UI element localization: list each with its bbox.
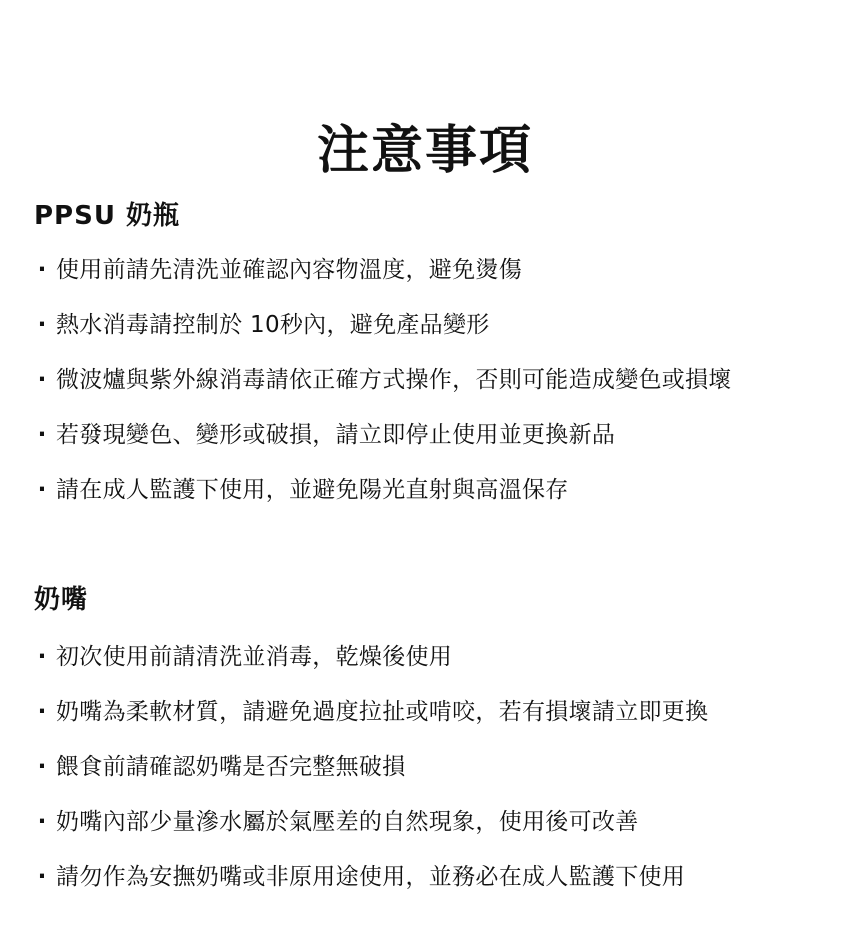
section-nipple <box>34 580 844 917</box>
bullet-icon: · <box>37 312 47 338</box>
bullet-icon: · <box>37 367 47 393</box>
bullet-icon: · <box>37 754 47 780</box>
list-item-text: 餵食前請確認奶嘴是否完整無破損 <box>56 754 406 780</box>
bullet-icon: · <box>37 477 47 503</box>
list-item-text: 微波爐與紫外線消毒請依正確方式操作，否則可能造成變色或損壞 <box>56 367 732 393</box>
bullet-icon: · <box>37 699 47 725</box>
bullet-icon: · <box>37 644 47 670</box>
list-item <box>34 862 844 917</box>
section-heading: 奶嘴 <box>34 585 89 615</box>
bullet-icon: · <box>37 864 47 890</box>
list-item-text: 請在成人監護下使用，並避免陽光直射與高溫保存 <box>56 477 569 503</box>
list-item <box>34 752 844 807</box>
notice-list <box>34 255 844 530</box>
list-item <box>34 475 844 530</box>
notice-list <box>34 642 844 917</box>
list-item-text: 初次使用前請清洗並消毒，乾燥後使用 <box>56 644 453 670</box>
list-item <box>34 807 844 862</box>
list-item <box>34 642 844 697</box>
list-item <box>34 420 844 475</box>
list-item-text: 熱水消毒請控制於 10秒內，避免產品變形 <box>56 312 490 338</box>
bullet-icon: · <box>37 422 47 448</box>
list-item-text: 請勿作為安撫奶嘴或非原用途使用，並務必在成人監護下使用 <box>56 864 686 890</box>
list-item <box>34 255 844 310</box>
list-item-text: 若發現變色、變形或破損，請立即停止使用並更換新品 <box>56 422 616 448</box>
bullet-icon: · <box>37 257 47 283</box>
list-item <box>34 310 844 365</box>
list-item-text: 使用前請先清洗並確認內容物溫度，避免燙傷 <box>56 257 522 283</box>
list-item-text: 奶嘴內部少量滲水屬於氣壓差的自然現象，使用後可改善 <box>56 809 639 835</box>
section-ppsu-bottle <box>34 196 844 530</box>
list-item-text: 奶嘴為柔軟材質，請避免過度拉扯或啃咬，若有損壞請立即更換 <box>56 699 709 725</box>
list-item <box>34 697 844 752</box>
section-heading: PPSU 奶瓶 <box>34 201 181 231</box>
bullet-icon: · <box>37 809 47 835</box>
page-title: 注意事項 <box>316 120 533 181</box>
list-item <box>34 365 844 420</box>
